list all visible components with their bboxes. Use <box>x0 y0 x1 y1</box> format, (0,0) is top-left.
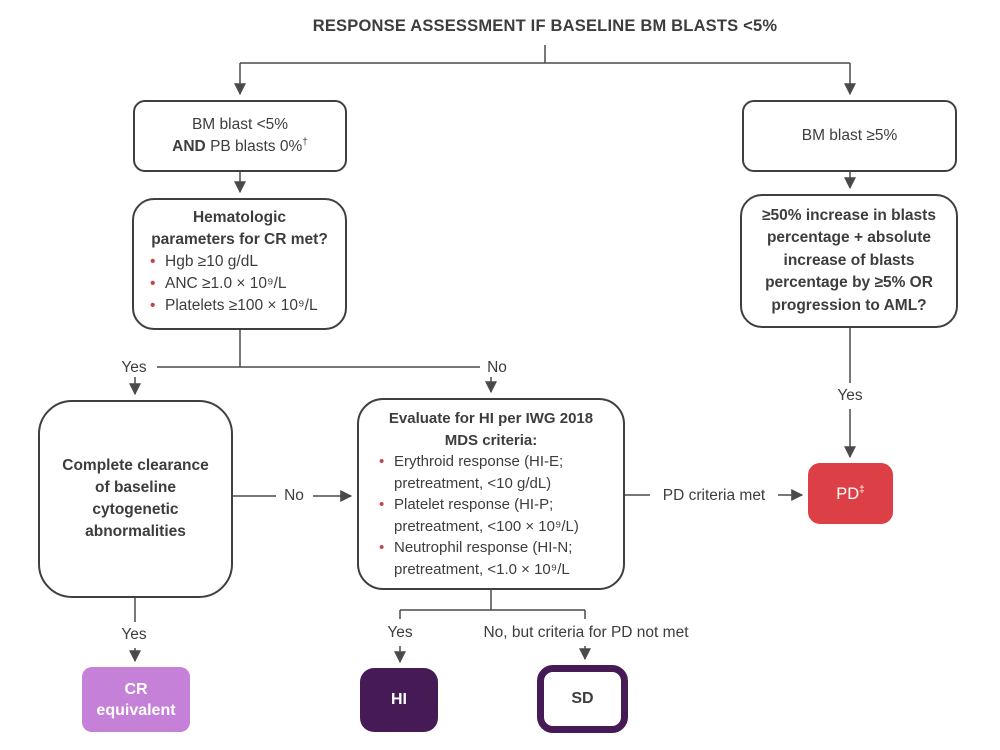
bullet-icon: • <box>379 539 385 556</box>
bullet-icon: • <box>150 253 156 270</box>
bullet-item: • Platelet response (HI-P; pretreatment, <100 × 10⁹/L) <box>379 494 615 537</box>
page-title: RESPONSE ASSESSMENT IF BASELINE BM BLASTS <5% <box>312 17 778 35</box>
edge-label-yes-left: Yes <box>118 359 149 377</box>
node-title: Evaluate for HI per IWG 2018 <box>388 410 594 427</box>
edge-label-hi-yes: Yes <box>384 624 415 642</box>
bullet-item: • ANC ≥1.0 × 10⁹/L <box>150 273 345 295</box>
node-title: parameters for CR met? <box>151 231 328 248</box>
node-text-line: Complete clearance <box>62 457 209 474</box>
edge-label-sd-branch: No, but criteria for PD not met <box>480 624 691 642</box>
node-evaluate-hi <box>357 398 625 590</box>
bullet-list <box>134 251 345 317</box>
bullet-list <box>359 451 623 580</box>
node-sd <box>537 665 628 733</box>
node-text-line: of baseline <box>95 479 176 496</box>
node-text-line: CR <box>124 680 148 698</box>
bullet-item: • Erythroid response (HI-E; pretreatment, <10 g/dL) <box>379 451 615 494</box>
bullet-item: • Neutrophil response (HI-N; pretreatment, <1.0 × 10⁹/L <box>379 537 615 580</box>
bullet-icon: • <box>150 297 156 314</box>
node-text-line: SD <box>571 690 594 707</box>
edge-label-cyto-yes: Yes <box>118 626 149 644</box>
edge-label-no-right: No <box>484 359 510 377</box>
edge-label-cyto-no: No <box>281 487 307 505</box>
node-title: MDS criteria: <box>444 431 538 449</box>
node-hi <box>360 668 438 732</box>
bullet-icon: • <box>150 275 156 292</box>
node-text-line: HI <box>391 691 407 708</box>
node-text-line: PD‡ <box>836 484 865 503</box>
node-text-line: AND PB blasts 0%† <box>172 136 308 155</box>
node-title: Hematologic <box>192 209 286 226</box>
bullet-item: • Hgb ≥10 g/dL <box>150 251 345 273</box>
node-text-line: cytogenetic <box>92 501 179 518</box>
node-text-line: increase of blasts <box>783 251 915 269</box>
edge-label-pd-criteria-met: PD criteria met <box>660 487 769 505</box>
node-hematologic-parameters <box>132 198 347 330</box>
node-bm-blast-ge5 <box>742 100 957 172</box>
node-text-line: percentage + absolute <box>766 229 932 247</box>
edge-label-yes-right: Yes <box>834 387 865 405</box>
node-text-line: progression to AML? <box>771 296 927 314</box>
node-text-line: percentage by ≥5% OR <box>765 274 933 292</box>
node-text-line: ≥50% increase in blasts <box>762 206 936 224</box>
node-text-line: BM blast ≥5% <box>801 127 898 144</box>
bullet-item: • Platelets ≥100 × 10⁹/L <box>150 295 345 317</box>
node-text-line: equivalent <box>96 701 176 719</box>
node-cr-equivalent <box>82 667 190 732</box>
node-bm-blast-lt5 <box>133 100 347 172</box>
node-text-line: abnormalities <box>85 523 186 540</box>
node-pd <box>808 463 893 524</box>
node-blasts-increase-question <box>740 194 958 328</box>
node-text-line: BM blast <5% <box>191 116 289 133</box>
node-cytogenetic-clearance <box>38 400 233 598</box>
bullet-icon: • <box>379 496 385 513</box>
bullet-icon: • <box>379 453 385 470</box>
